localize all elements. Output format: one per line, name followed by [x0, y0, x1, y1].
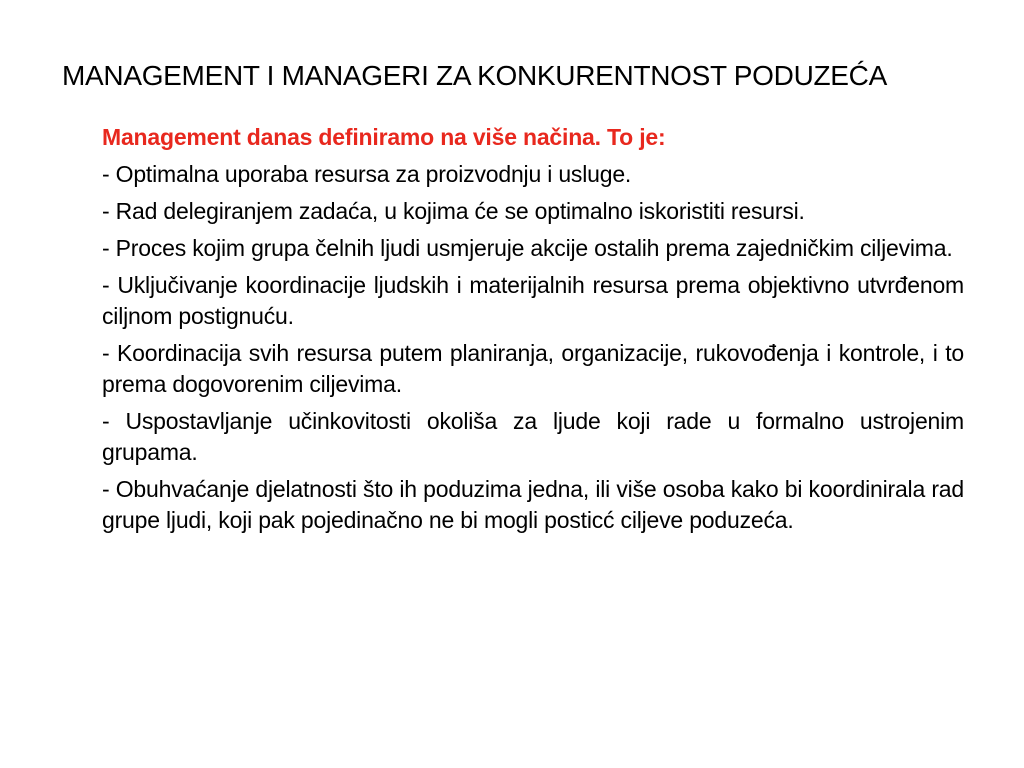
definition-item: - Rad delegiranjem zadaća, u kojima će se optimalno iskoristiti resursi.	[102, 198, 805, 224]
definition-item: - Optimalna uporaba resursa za proizvodnju i usluge.	[102, 161, 632, 187]
definition-item: - Obuhvaćanje djelatnosti što ih poduzima jedna, ili više osoba kako bi koordinirala rad grupe ljudi, koji pak pojedinačno ne bi mogli posticć ciljeve poduzeća.	[102, 476, 964, 533]
definition-item: - Proces kojim grupa čelnih ljudi usmjeruje akcije ostalih prema zajedničkim ciljevima.	[102, 235, 953, 261]
definition-item: - Koordinacija svih resursa putem planiranja, organizacije, rukovođenja i kontrole, i to prema dogovorenim ciljevima.	[102, 340, 964, 397]
slide-body	[102, 122, 964, 542]
definition-item: - Uspostavljanje učinkovitosti okoliša za ljude koji rade u formalno ustrojenim grupama.	[102, 408, 964, 465]
slide-title: MANAGEMENT I MANAGERI ZA KONKURENTNOST PODUZEĆA	[62, 60, 887, 91]
lead-paragraph: Management danas definiramo na više načina. To je:	[102, 124, 666, 150]
definition-item: - Uključivanje koordinacije ljudskih i materijalnih resursa prema objektivno utvrđenom ciljnom postignuću.	[102, 272, 964, 329]
